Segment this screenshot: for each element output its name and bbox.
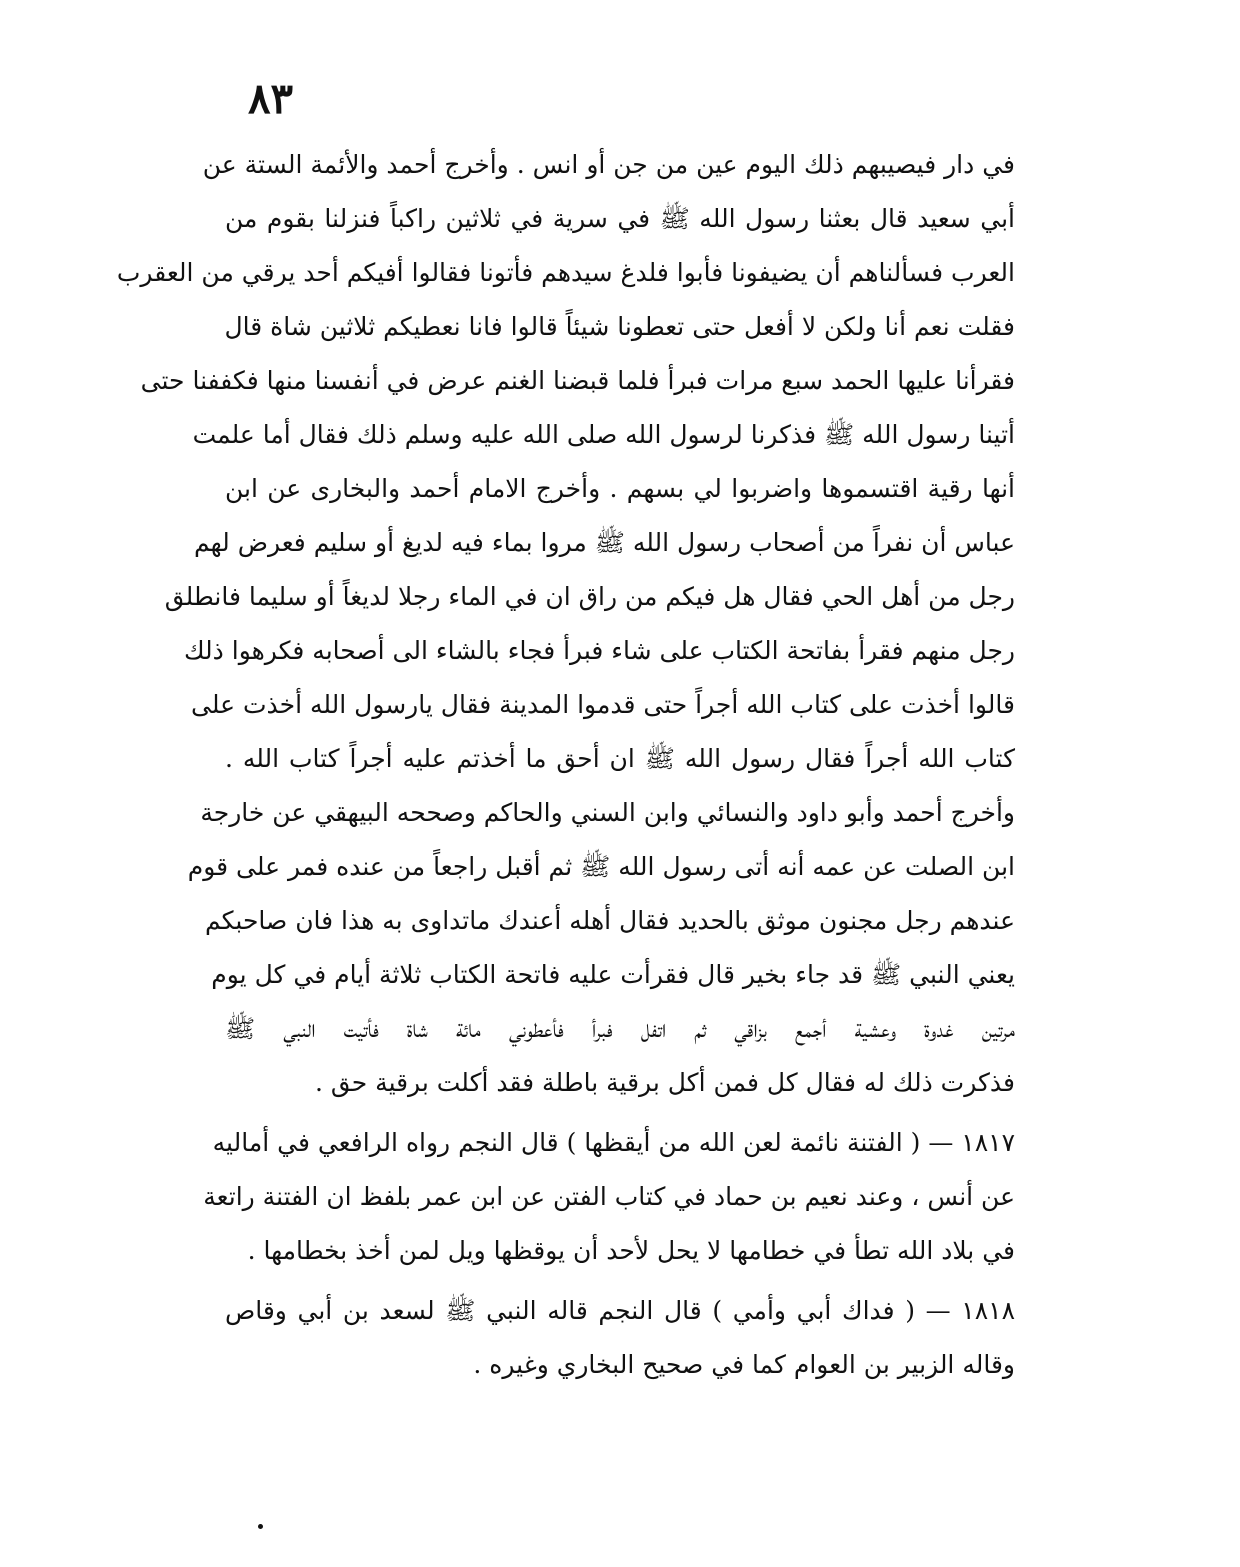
paragraph-main-text (116, 138, 1015, 1110)
page-body (116, 138, 1015, 1392)
page-number: ٨٣ (248, 74, 294, 123)
text-line: يعني النبي ﷺ قد جاء بخير قال فقرأت عليه فاتحة الكتاب ثلاثة أيام في كل يوم (211, 960, 1015, 989)
text-line: وأخرج أحمد وأبو داود والنسائي وابن السني والحاكم وصححه البيهقي عن خارجة (200, 798, 1015, 827)
paragraph-entry-1817 (203, 1116, 1015, 1278)
text-line: أتينا رسول الله ﷺ فذكرنا لرسول الله صلى الله عليه وسلم ذلك فقال أما علمت (192, 420, 1015, 449)
text-line: عندهم رجل مجنون موثق بالحديد فقال أهله أعندك ماتداوى به هذا فان صاحبكم (204, 906, 1015, 935)
text-line: كتاب الله أجراً فقال رسول الله ﷺ ان أحق ما أخذتم عليه أجراً كتاب الله . (225, 744, 1015, 773)
text-line: ١٨١٨ — ( فداك أبي وأمي ) قال النجم قاله النبي ﷺ لسعد بن أبي وقاص (225, 1296, 1015, 1325)
text-line: عباس أن نفراً من أصحاب رسول الله ﷺ مروا بماء فيه لديغ أو سليم فعرض لهم (194, 528, 1015, 557)
text-line: رجل من أهل الحي فقال هل فيكم من راق ان في الماء رجلا لديغاً أو سليما فانطلق (164, 582, 1015, 611)
text-line: العرب فسألناهم أن يضيفونا فأبوا فلدغ سيدهم فأتونا فقالوا أفيكم أحد يرقي من العقرب (116, 258, 1015, 287)
text-line: ابن الصلت عن عمه أنه أتى رسول الله ﷺ ثم أقبل راجعاً من عنده فمر على قوم (187, 852, 1015, 881)
paragraph-entry-1818 (225, 1284, 1015, 1392)
text-line: ١٨١٧ — ( الفتنة نائمة لعن الله من أيقظها ) قال النجم رواه الرافعي في أماليه (212, 1128, 1015, 1157)
text-line: وقاله الزبير بن العوام كما في صحيح البخاري وغيره . (473, 1350, 1015, 1379)
text-line: أبي سعيد قال بعثنا رسول الله ﷺ في سرية في ثلاثين راكباً فنزلنا بقوم من (225, 204, 1015, 233)
text-line: رجل منهم فقرأ بفاتحة الكتاب على شاء فبرأ فجاء بالشاء الى أصحابه فكرهوا ذلك (183, 636, 1015, 665)
text-line: عن أنس ، وعند نعيم بن حماد في كتاب الفتن عن ابن عمر بلفظ ان الفتنة راتعة (203, 1182, 1015, 1211)
text-line: في دار فيصيبهم ذلك اليوم عين من جن أو انس . وأخرج أحمد والأئمة الستة عن (202, 150, 1015, 179)
text-line: فقلت نعم أنا ولكن لا أفعل حتى تعطونا شيئاً قالوا فانا نعطيكم ثلاثين شاة قال (224, 312, 1015, 341)
text-line: أنها رقية اقتسموها واضربوا لي بسهم . وأخرج الامام أحمد والبخارى عن ابن (225, 474, 1015, 503)
text-line: قالوا أخذت على كتاب الله أجراً حتى قدموا المدينة فقال يارسول الله أخذت على (190, 690, 1015, 719)
text-line: فذكرت ذلك له فقال كل فمن أكل برقية باطلة فقد أكلت برقية حق . (315, 1068, 1015, 1097)
text-line: فقرأنا عليها الحمد سبع مرات فبرأ فلما قبضنا الغنم عرض في أنفسنا منها فكففنا حتى (140, 366, 1015, 395)
text-line: في بلاد الله تطأ في خطامها لا يحل لأحد أن يوقظها ويل لمن أخذ بخطامها . (247, 1236, 1015, 1265)
text-line: مرتين غدوة وعشية أجمع بزاقي ثم اتفل فبرأ فأعطوني مائة شاة فأتيت النبي ﷺ (225, 1014, 1015, 1043)
ink-speck (258, 1524, 263, 1529)
